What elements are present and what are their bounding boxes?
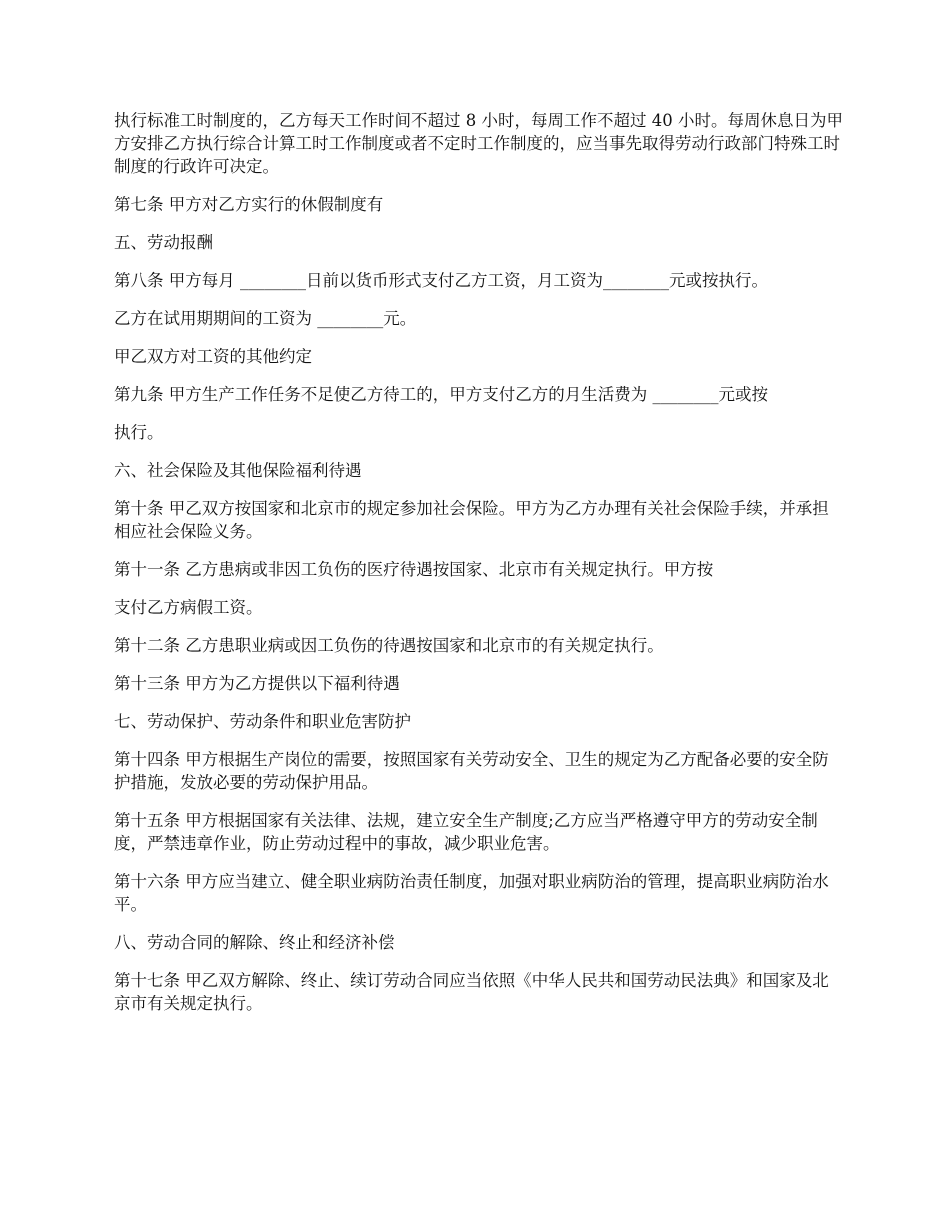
- section-heading-5: 五、劳动报酬: [114, 233, 213, 252]
- paragraph-article-17: 第十七条 甲乙双方解除、终止、续订劳动合同应当依照《中华人民共和国劳动民法典》和国家及北京市有关规定执行。: [114, 971, 829, 1013]
- paragraph-article-11: 第十一条 乙方患病或非因工负伤的医疗待遇按国家、北京市有关规定执行。甲方按: [114, 560, 714, 579]
- paragraph-article-7: 第七条 甲方对乙方实行的休假制度有: [114, 195, 384, 214]
- paragraph-article-11-continued: 支付乙方病假工资。: [114, 598, 263, 617]
- section-heading-8: 八、劳动合同的解除、终止和经济补偿: [114, 933, 395, 952]
- paragraph-article-16: 第十六条 甲方应当建立、健全职业病防治责任制度，加强对职业病防治的管理，提高职业病防治水平。: [114, 872, 829, 914]
- paragraph-other-wage-terms: 甲乙双方对工资的其他约定: [114, 347, 312, 366]
- paragraph-article-8: 第八条 甲方每月 ________日前以货币形式支付乙方工资，月工资为________元或按执行。: [114, 271, 768, 290]
- document-body: [114, 109, 844, 1030]
- section-heading-6: 六、社会保险及其他保险福利待遇: [114, 461, 362, 480]
- paragraph-article-9: 第九条 甲方生产工作任务不足使乙方待工的，甲方支付乙方的月生活费为 ________元或按: [114, 385, 768, 404]
- paragraph-article-10: 第十条 甲乙双方按国家和北京市的规定参加社会保险。甲方为乙方办理有关社会保险手续，并承担相应社会保险义务。: [114, 499, 829, 541]
- paragraph-article-15: 第十五条 甲方根据国家有关法律、法规，建立安全生产制度;乙方应当严格遵守甲方的劳动安全制度，严禁违章作业，防止劳动过程中的事故，减少职业危害。: [114, 811, 818, 853]
- paragraph-article-13: 第十三条 甲方为乙方提供以下福利待遇: [114, 674, 400, 693]
- paragraph-article-9-continued: 执行。: [114, 423, 164, 442]
- section-heading-7: 七、劳动保护、劳动条件和职业危害防护: [114, 712, 411, 731]
- paragraph-probation-wage: 乙方在试用期期间的工资为 ________元。: [114, 309, 417, 328]
- paragraph-article-14: 第十四条 甲方根据生产岗位的需要，按照国家有关劳动安全、卫生的规定为乙方配备必要的安全防护措施，发放必要的劳动保护用品。: [114, 750, 829, 792]
- paragraph-article-12: 第十二条 乙方患职业病或因工负伤的待遇按国家和北京市的有关规定执行。: [114, 636, 664, 655]
- paragraph-standard-hours: 执行标准工时制度的，乙方每天工作时间不超过 8 小时，每周工作不超过 40 小时。每周休息日为甲方安排乙方执行综合计算工时工作制度或者不定时工作制度的，应当事先取得劳动行政部门特殊工时制度的行政许可决定。: [114, 111, 843, 176]
